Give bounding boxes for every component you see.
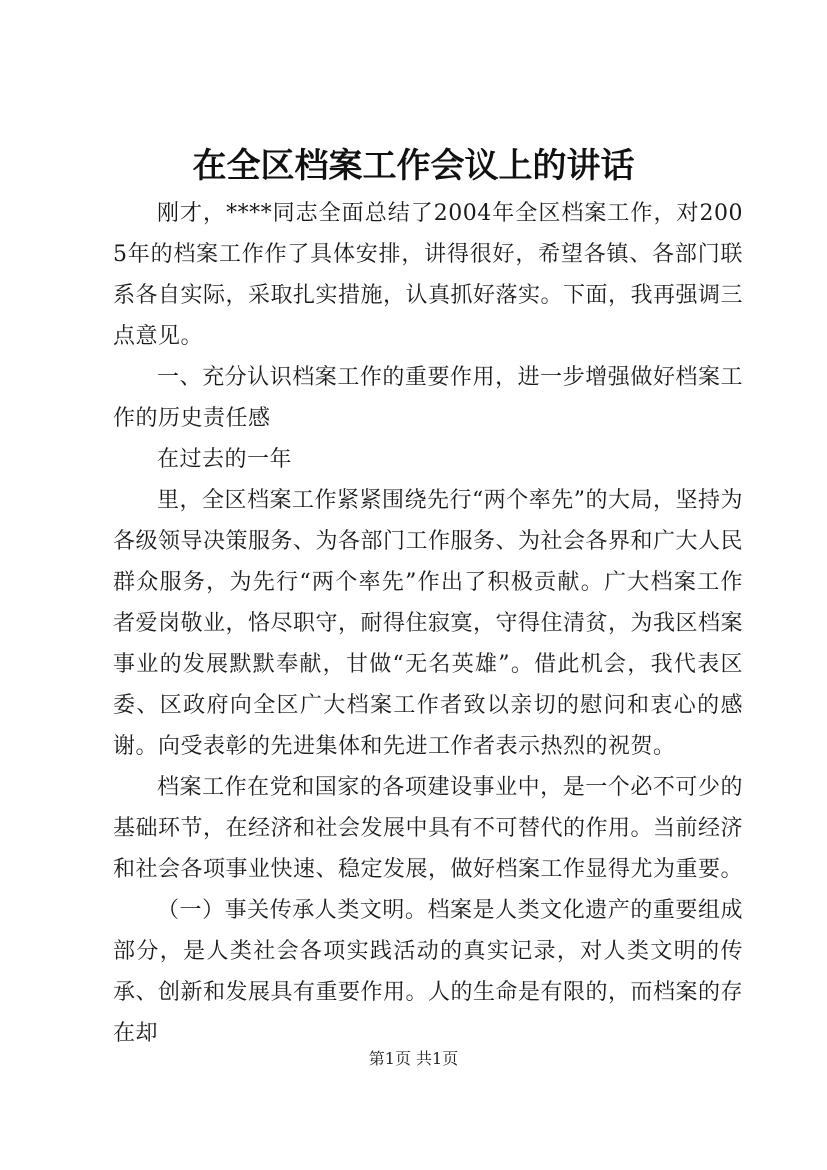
paragraph-1: 刚才，****同志全面总结了2004年全区档案工作，对2005年的档案工作作了具体安排，讲得很好，希望各镇、各部门联系各自实际，采取扎实措施，认真抓好落实。下面，我再强调三点意见。 [113,201,744,349]
paragraph-5: 档案工作在党和国家的各项建设事业中，是一个必不可少的基础环节，在经济和社会发展中具有不可替代的作用。当前经济和社会各项事业快速、稳定发展，做好档案工作显得尤为重要。 [113,775,744,882]
paragraph-2: 一、充分认识档案工作的重要作用，进一步增强做好档案工作的历史责任感 [113,365,743,431]
paragraph-3: 在过去的一年 [157,447,293,472]
document-body [113,193,743,1054]
page-footer: 第1页 共1页 [368,1049,459,1068]
paragraph-4: 里，全区档案工作紧紧围绕先行“两个率先”的大局，坚持为各级领导决策服务、为各部门工作服务、为社会各界和广大人民群众服务，为先行“两个率先”作出了积极贡献。广大档案工作者爱岗敬业，恪尽职守，耐得住寂寞，守得住清贫，为我区档案事业的发展默默奉献，甘做“无名英雄”。借此机会，我代表区委、区政府向全区广大档案工作者致以亲切的慰问和衷心的感谢。向受表彰的先进集体和先进工作者表示热烈的祝贺。 [113,488,744,759]
paragraph-6: （一）事关传承人类文明。档案是人类文化遗产的重要组成部分，是人类社会各项实践活动的真实记录，对人类文明的传承、创新和发展具有重要作用。人的生命是有限的，而档案的存在却 [113,898,744,1046]
page-title: 在全区档案工作会议上的讲话 [192,146,635,186]
